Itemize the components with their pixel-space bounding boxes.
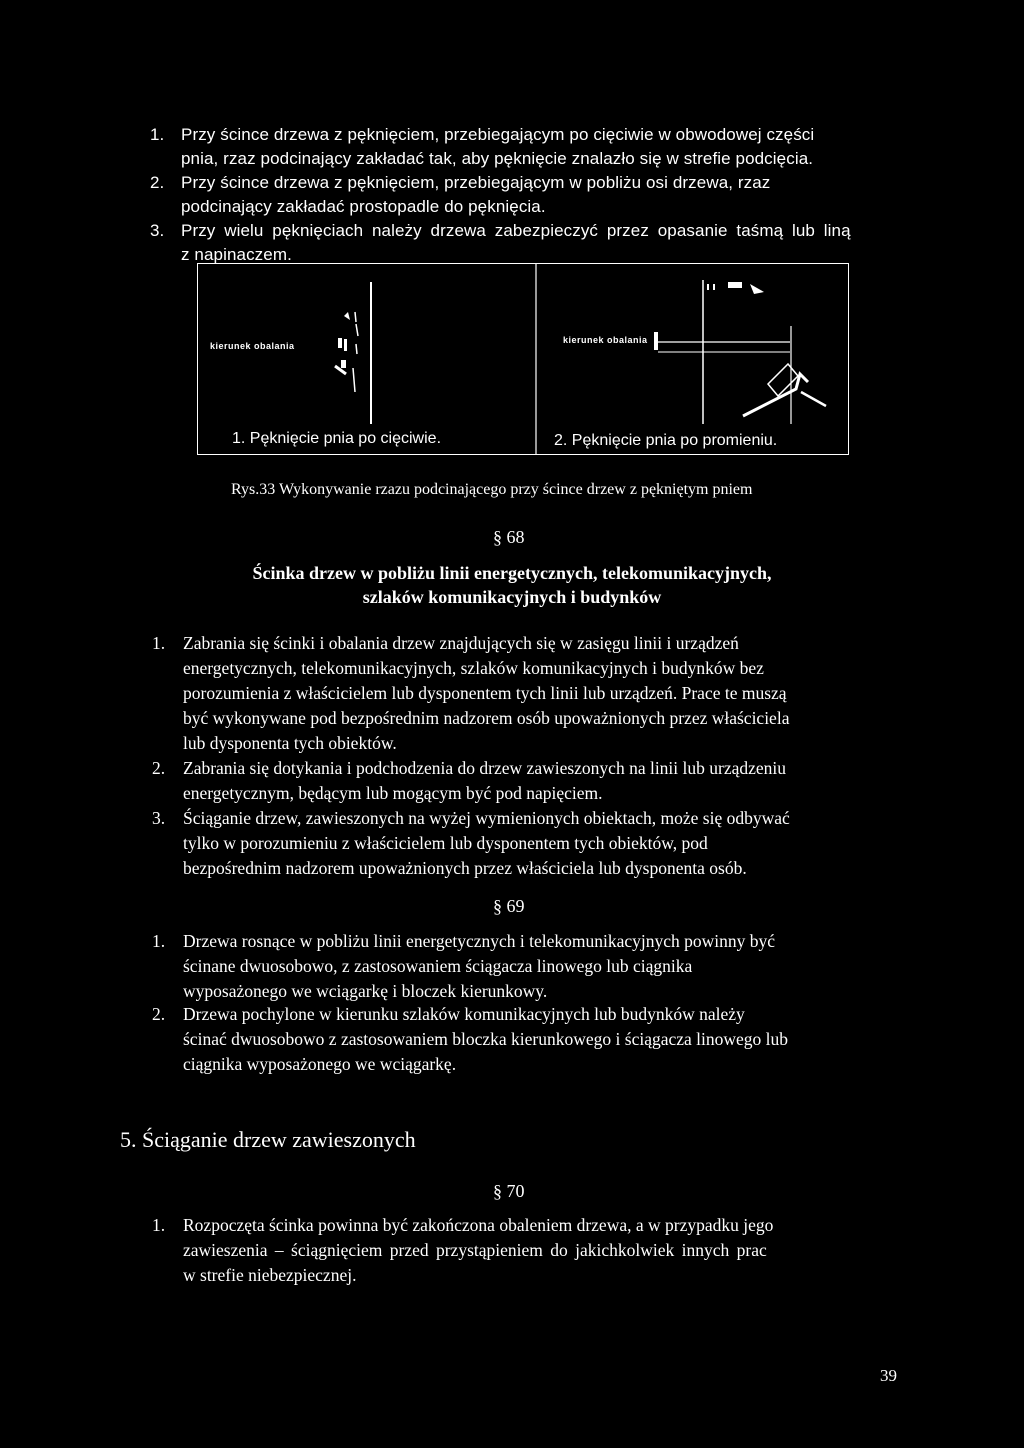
- list-line: tylko w porozumieniu z właścicielem lub dysponentem tych obiektów, pod: [183, 833, 708, 853]
- list-line: Zabrania się ścinki i obalania drzew znajdujących się w zasięgu linii i urządzeń: [183, 633, 739, 653]
- figure-box: [197, 263, 849, 455]
- list-number: 2.: [150, 173, 165, 192]
- section-sign: § 69: [493, 896, 525, 916]
- direction-label: kierunek obalania: [563, 335, 648, 345]
- list-line: bezpośrednim nadzorem upoważnionych przez właściciela lub dysponenta osób.: [183, 858, 747, 878]
- list-line: pnia, rzaz podcinający zakładać tak, aby pęknięcie znalazło się w strefie podcięcia.: [181, 149, 814, 168]
- figure-caption: Rys.33 Wykonywanie rzazu podcinającego przy ścince drzew z pękniętym pniem: [231, 481, 753, 498]
- list-line: Ściąganie drzew, zawieszonych na wyżej wymienionych obiektach, może się odbywać: [183, 808, 790, 828]
- list-line: Zabrania się dotykania i podchodzenia do drzew zawieszonych na linii lub urządzeniu: [183, 758, 787, 778]
- section-sign: § 68: [493, 527, 525, 547]
- list-line: energetycznym, będącym lub mogącym być pod napięciem.: [183, 783, 603, 803]
- list-number: 1.: [152, 633, 166, 653]
- list-line: Drzewa rosnące w pobliżu linii energetycznych i telekomunikacyjnych powinny być: [183, 931, 776, 951]
- list-number: 1.: [152, 1215, 166, 1235]
- list-line: z napinaczem.: [181, 245, 292, 264]
- panel-caption: 1. Pęknięcie pnia po cięciwie.: [232, 430, 442, 447]
- list-number: 3.: [152, 808, 166, 828]
- section-heading: szlaków komunikacyjnych i budynków: [362, 587, 662, 607]
- list-line: w strefie niebezpiecznej.: [183, 1265, 357, 1285]
- list-line: podcinający zakładać prostopadle do pęknięcia.: [181, 197, 546, 216]
- section-sign: § 70: [493, 1181, 525, 1201]
- list-line: Przy wielu pęknięciach należy drzewa zabezpieczyć przez opasanie taśmą lub liną: [181, 221, 851, 240]
- list-line: Przy ścince drzewa z pęknięciem, przebiegającym w pobliżu osi drzewa, rzaz: [181, 173, 771, 192]
- section-heading: Ścinka drzew w pobliżu linii energetycznych, telekomunikacyjnych,: [252, 563, 772, 583]
- list-line: lub dysponenta tych obiektów.: [183, 733, 397, 753]
- list-number: 2.: [152, 758, 166, 778]
- list-line: energetycznych, telekomunikacyjnych, szlaków komunikacyjnych i budynków bez: [183, 658, 764, 678]
- list-number: 1.: [152, 931, 166, 951]
- list-line: porozumienia z właścicielem lub dysponentem tych linii lub urządzeń. Prace te muszą: [183, 683, 787, 703]
- chapter-title: 5. Ściąganie drzew zawieszonych: [120, 1127, 416, 1152]
- list-line: Przy ścince drzewa z pęknięciem, przebiegającym po cięciwie w obwodowej części: [181, 125, 815, 144]
- list-number: 2.: [152, 1004, 166, 1024]
- list-line: ścinać dwuosobowo z zastosowaniem bloczka kierunkowego i ściągacza linowego lub: [183, 1029, 789, 1049]
- list-line: być wykonywane pod bezpośrednim nadzorem osób upoważnionych przez właściciela: [183, 708, 790, 728]
- list-line: ścinane dwuosobowo, z zastosowaniem ściągacza linowego lub ciągnika: [183, 956, 693, 976]
- figure-drawing: [198, 264, 848, 454]
- list-number: 3.: [150, 221, 165, 240]
- list-line: wyposażonego we wciągarkę i bloczek kierunkowy.: [183, 981, 548, 1001]
- list-line: ciągnika wyposażonego we wciągarkę.: [183, 1054, 457, 1074]
- page-number: 39: [880, 1366, 897, 1385]
- list-line: Drzewa pochylone w kierunku szlaków komunikacyjnych lub budynków należy: [183, 1004, 745, 1024]
- list-number: 1.: [150, 125, 165, 144]
- list-line: Rozpoczęta ścinka powinna być zakończona obaleniem drzewa, a w przypadku jego: [183, 1215, 774, 1235]
- direction-label: kierunek obalania: [210, 341, 295, 351]
- list-line: zawieszenia – ściągnięciem przed przystąpieniem do jakichkolwiek innych prac: [183, 1240, 767, 1260]
- panel-caption: 2. Pęknięcie pnia po promieniu.: [554, 432, 778, 449]
